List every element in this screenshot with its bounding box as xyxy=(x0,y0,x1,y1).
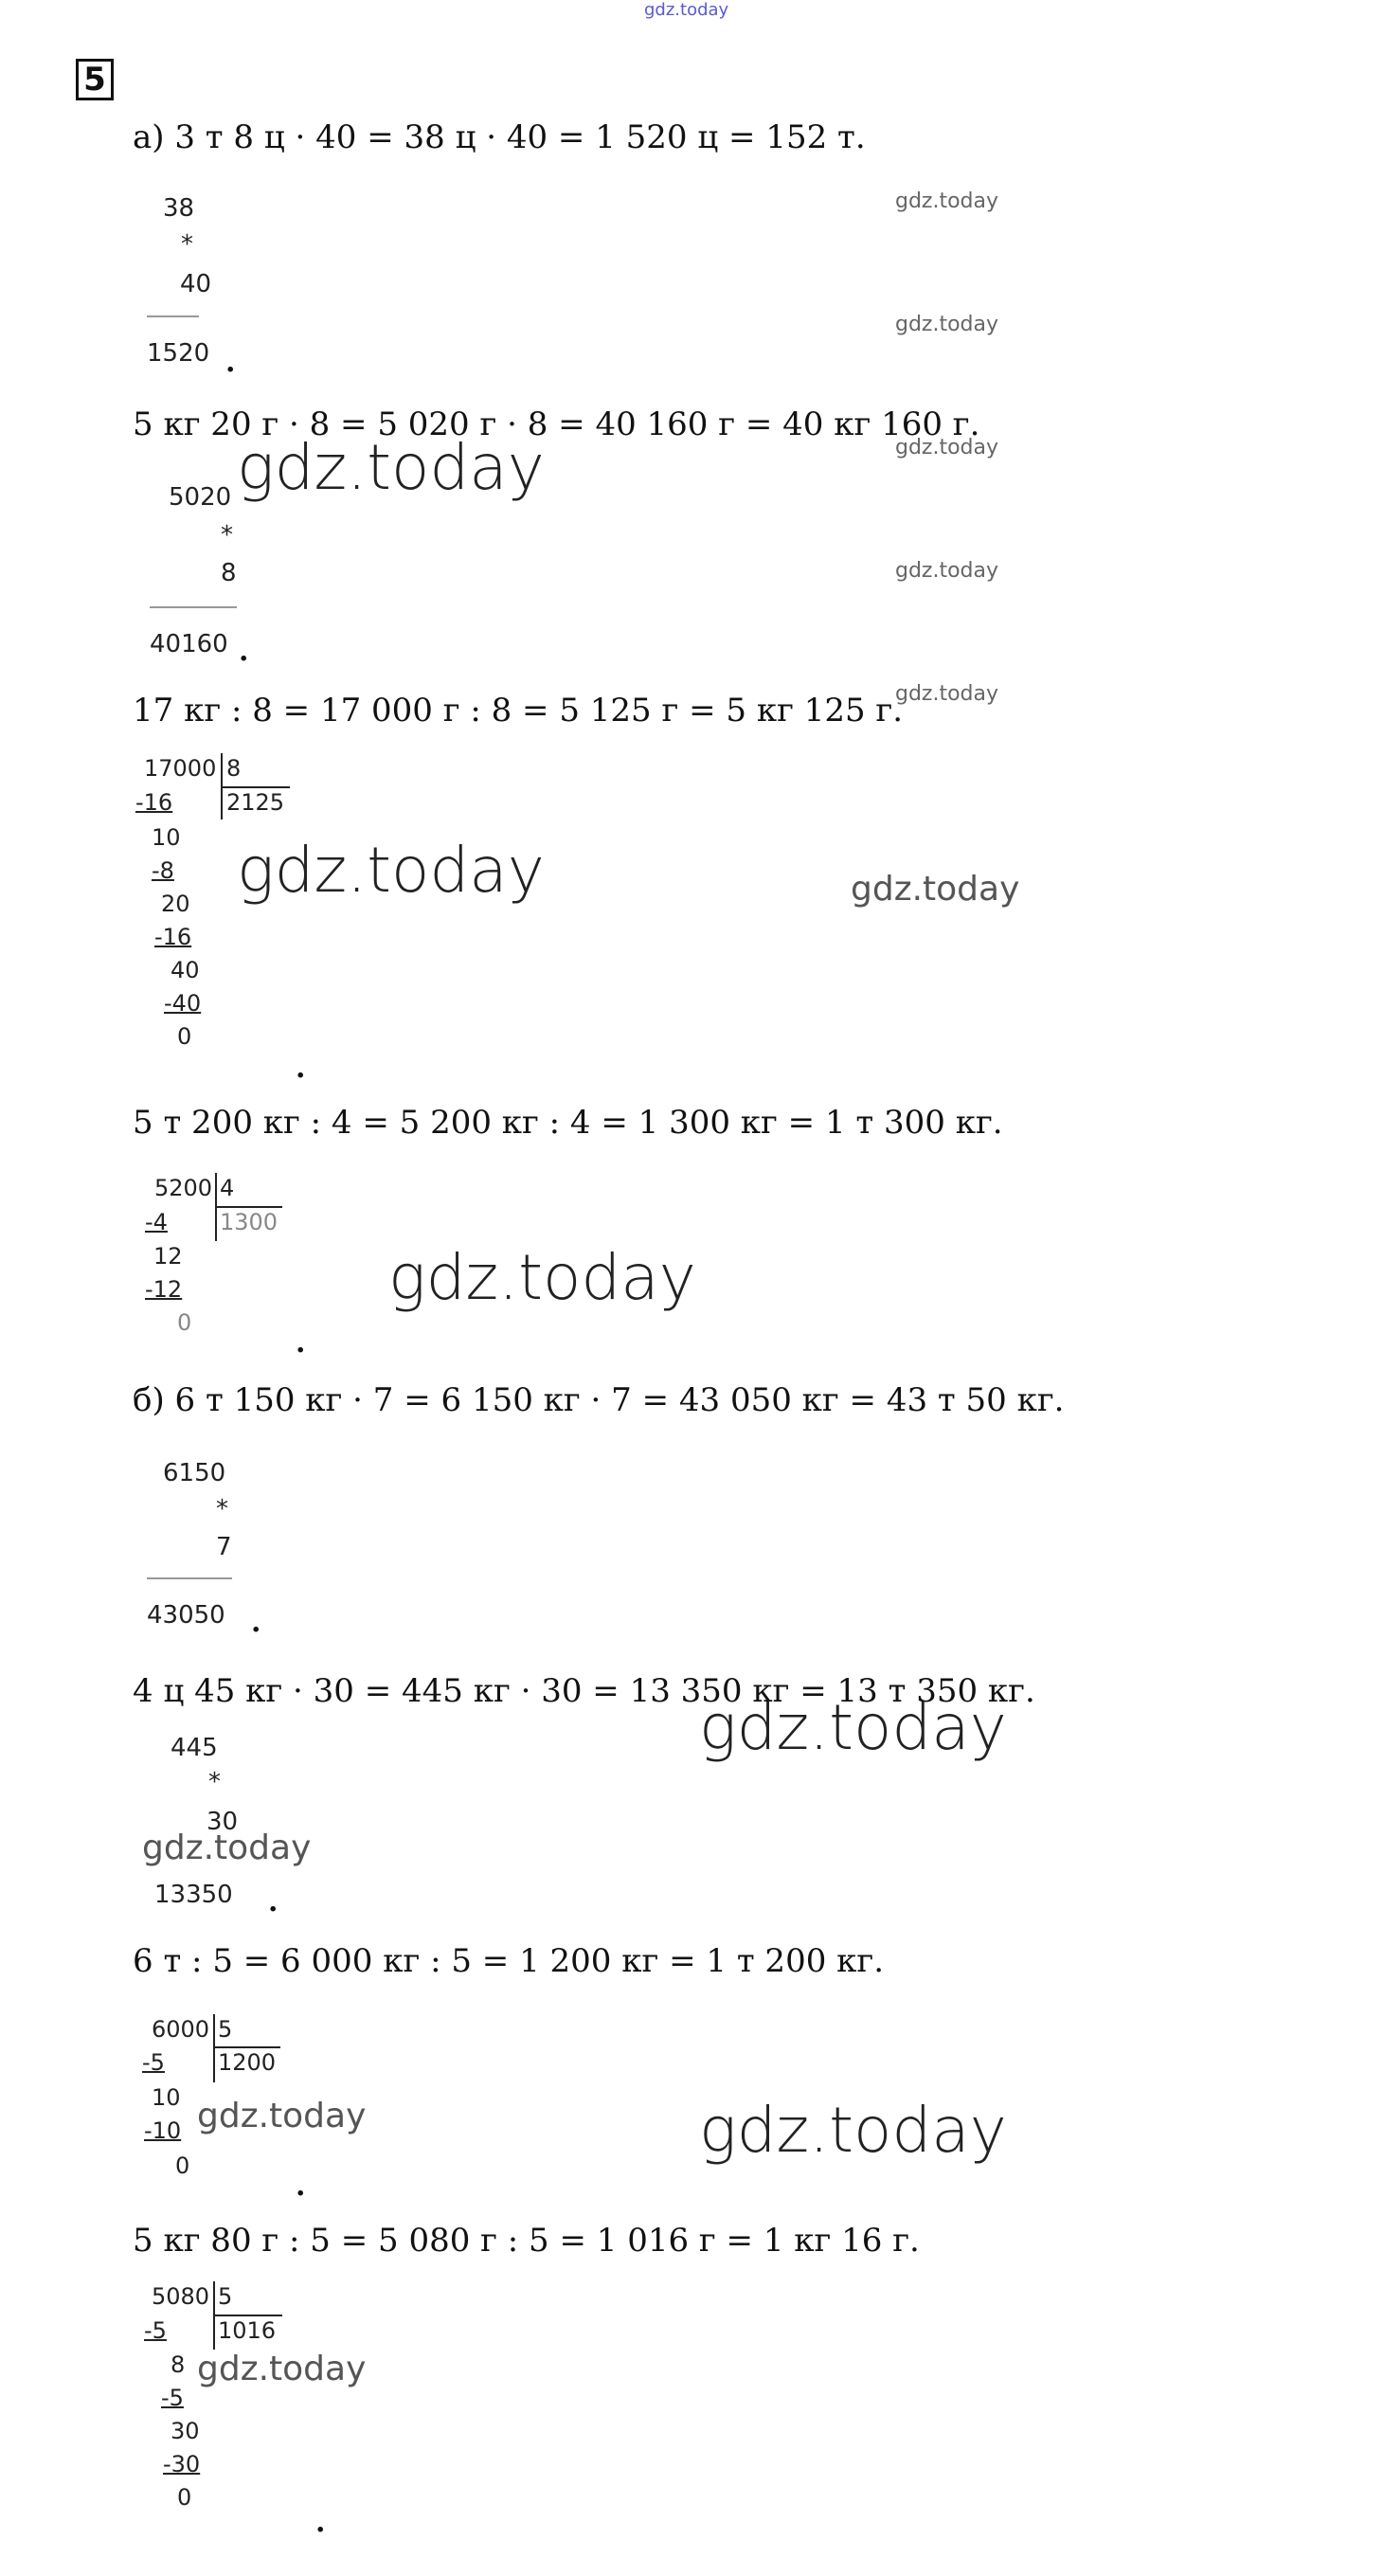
step: -12 xyxy=(145,1276,183,1303)
multiplier: 30 xyxy=(207,1808,239,1836)
equation-b2: 4 ц 45 кг · 30 = 445 кг · 30 = 13 350 кг = 13 т 350 кг. xyxy=(133,1672,1035,1710)
product: 40160 xyxy=(150,630,228,658)
quotient-bar xyxy=(216,1206,282,1208)
step: 10 xyxy=(152,824,181,851)
watermark: gdz.today xyxy=(851,870,1020,909)
watermark: gdz.today xyxy=(895,559,999,583)
step: 30 xyxy=(171,2418,200,2444)
watermark: gdz.today xyxy=(197,2097,367,2135)
step: -5 xyxy=(144,2317,167,2344)
divisor: 5 xyxy=(218,2283,233,2310)
watermark: gdz.today xyxy=(895,682,999,706)
step: 40 xyxy=(171,957,200,983)
equation-a4: 5 т 200 кг : 4 = 5 200 кг : 4 = 1 300 кг = 1 т 300 кг. xyxy=(133,1104,1003,1142)
divisor: 4 xyxy=(220,1175,235,1201)
dividend: 17000 xyxy=(144,755,217,782)
multiplicand: 5020 xyxy=(169,483,232,512)
end-dot: . xyxy=(315,2506,326,2539)
multiplicand: 6150 xyxy=(163,1459,226,1487)
division-bar xyxy=(213,2014,215,2082)
dividend: 5080 xyxy=(152,2283,210,2310)
watermark: gdz.today xyxy=(142,1828,312,1867)
end-dot: . xyxy=(251,1606,261,1639)
divisor: 8 xyxy=(226,755,242,782)
step: 0 xyxy=(177,2484,192,2511)
quotient-bar xyxy=(214,2315,282,2316)
watermark: gdz.today xyxy=(699,1691,1007,1764)
multiply-sign: * xyxy=(208,1768,221,1796)
step: -4 xyxy=(145,1209,168,1235)
quotient-bar xyxy=(214,2046,280,2048)
step: 0 xyxy=(175,2153,190,2179)
divisor: 5 xyxy=(218,2016,233,2043)
step: -10 xyxy=(144,2117,182,2144)
watermark: gdz.today xyxy=(237,834,545,907)
step: 0 xyxy=(177,1309,192,1336)
step: 20 xyxy=(161,891,190,917)
end-dot: . xyxy=(296,1052,306,1085)
quotient-bar xyxy=(222,786,290,788)
result-rule xyxy=(150,606,237,608)
result-rule xyxy=(147,1577,232,1579)
multiply-sign: * xyxy=(221,521,233,549)
step: -16 xyxy=(135,789,173,816)
end-dot: . xyxy=(239,635,249,668)
end-dot: . xyxy=(296,1326,306,1360)
task-number-box: 5 xyxy=(76,59,114,100)
multiplier: 40 xyxy=(180,270,212,298)
quotient: 1300 xyxy=(220,1209,278,1235)
step: -8 xyxy=(152,857,174,884)
step: -40 xyxy=(164,990,202,1017)
multiplier: 7 xyxy=(216,1533,232,1561)
dividend: 6000 xyxy=(152,2016,210,2043)
multiplier: 8 xyxy=(221,559,237,587)
product: 1520 xyxy=(147,339,210,368)
multiplicand: 445 xyxy=(171,1734,218,1762)
step: 0 xyxy=(177,1023,192,1050)
watermark: gdz.today xyxy=(237,431,545,504)
watermark: gdz.today xyxy=(895,313,999,336)
watermark: gdz.today xyxy=(197,2350,367,2388)
equation-a2: 5 кг 20 г · 8 = 5 020 г · 8 = 40 160 г = 40 кг 160 г. xyxy=(133,405,980,443)
equation-b4: 5 кг 80 г : 5 = 5 080 г : 5 = 1 016 г = 1 кг 16 г. xyxy=(133,2222,920,2260)
multiply-sign: * xyxy=(181,230,193,259)
watermark: gdz.today xyxy=(699,2094,1007,2167)
dividend: 5200 xyxy=(154,1175,213,1201)
product: 13350 xyxy=(154,1881,233,1909)
step: 10 xyxy=(152,2084,181,2111)
watermark: gdz.today xyxy=(388,1241,696,1314)
quotient: 1200 xyxy=(218,2049,277,2076)
quotient: 2125 xyxy=(226,789,285,816)
step: 12 xyxy=(153,1243,183,1270)
equation-b3: 6 т : 5 = 6 000 кг : 5 = 1 200 кг = 1 т 200 кг. xyxy=(133,1942,885,1980)
step: -16 xyxy=(154,924,192,950)
step: -30 xyxy=(163,2451,201,2477)
watermark: gdz.today xyxy=(895,436,999,459)
end-dot: . xyxy=(268,1885,278,1918)
end-dot: . xyxy=(296,2170,306,2203)
step: -5 xyxy=(161,2385,184,2411)
product: 43050 xyxy=(147,1601,225,1630)
multiply-sign: * xyxy=(216,1495,228,1523)
multiplicand: 38 xyxy=(163,194,195,223)
result-rule xyxy=(147,315,199,317)
equation-a1: а) 3 т 8 ц · 40 = 38 ц · 40 = 1 520 ц = 152 т. xyxy=(133,118,866,156)
step: -5 xyxy=(142,2049,165,2076)
watermark: gdz.today xyxy=(895,189,999,213)
equation-b1: б) 6 т 150 кг · 7 = 6 150 кг · 7 = 43 050 кг = 43 т 50 кг. xyxy=(133,1381,1065,1419)
end-dot: . xyxy=(225,346,236,379)
site-watermark-top: gdz.today xyxy=(644,0,729,20)
step: 8 xyxy=(171,2351,186,2378)
equation-a3: 17 кг : 8 = 17 000 г : 8 = 5 125 г = 5 кг 125 г. xyxy=(133,692,904,730)
quotient: 1016 xyxy=(218,2317,277,2344)
